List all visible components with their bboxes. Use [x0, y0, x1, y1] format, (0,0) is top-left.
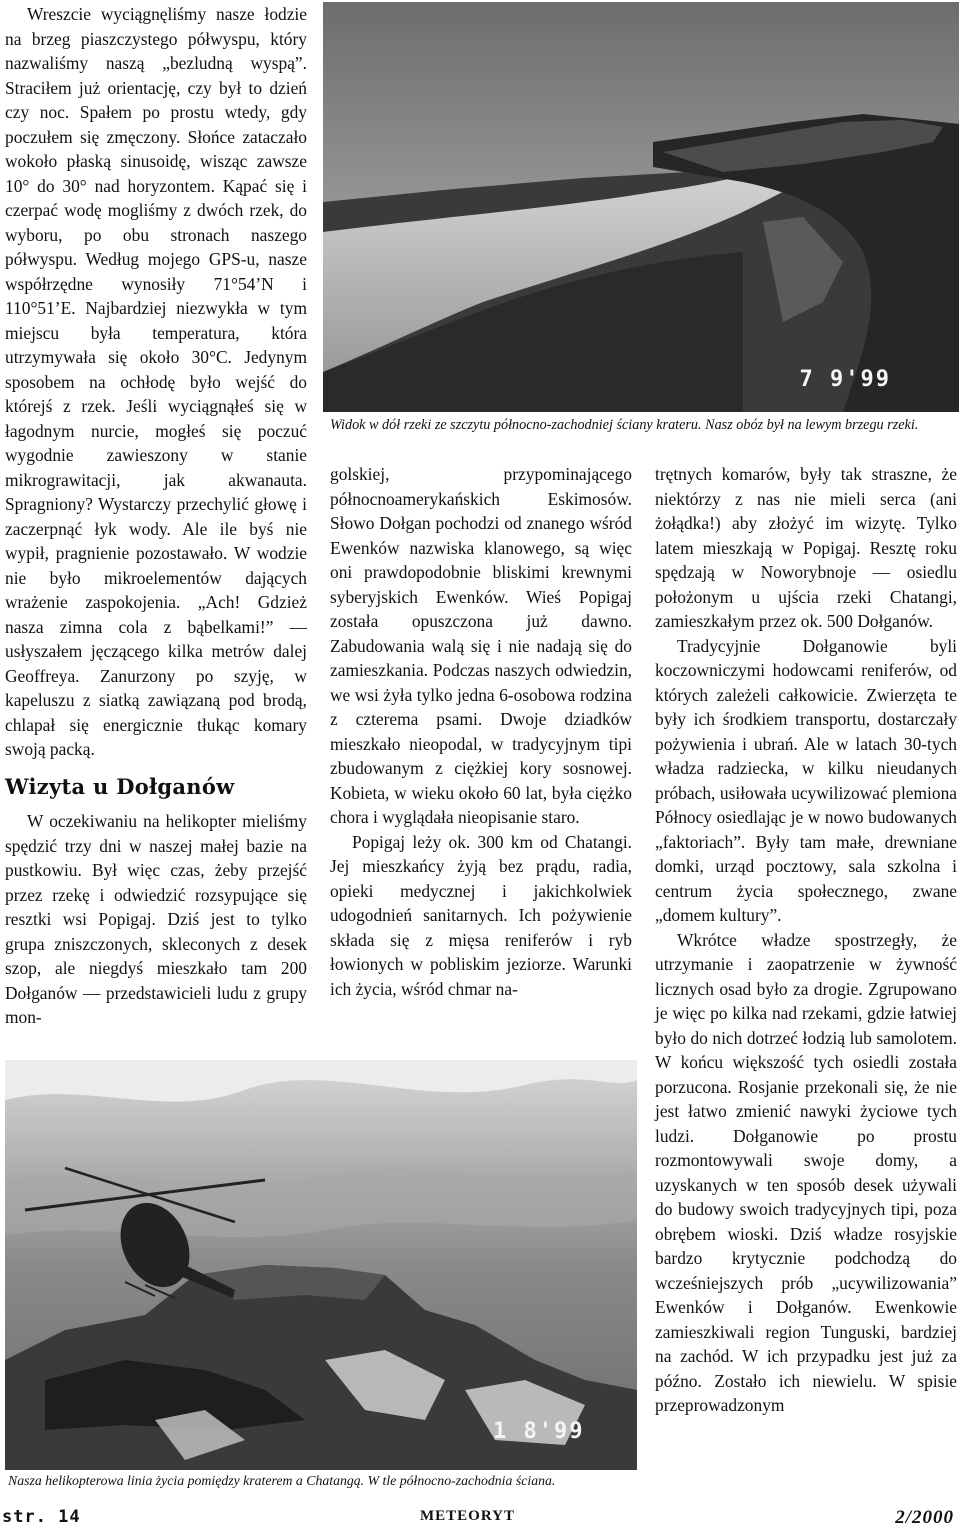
river-valley-photo: [323, 2, 959, 412]
helicopter-image: [5, 1060, 637, 1470]
col2-paragraph-1: golskiej, przypominającego północnoamerykańskich Eskimosów. Słowo Dołgan pochodzi od znanego wśród Ewenków nazwiska klanowego, są więc oni prawdopodobnie bliskimi krewnymi syberyjskich Ewenków. Wieś Popigaj została opuszczona już dawno. Zabudowania walą się i nie nadają się do zamieszkania. Podczas naszych odwiedzin, we wsi żyła tylko jedna 6-osobowa rodzina z czterema psami. Dwoje dziadków mieszkało nieopodal, w tradycyjnym tipi zbudowanym z ciężkiej kory sosnowej. Kobieta, w wieku około 60 lat, była ciężko chora i wyglądała nieopisanie staro.: [330, 464, 632, 827]
magazine-title: METEORYT: [420, 1508, 515, 1524]
helicopter-photo: [5, 1060, 637, 1470]
col3-paragraph-1: trętnych komarów, były tak straszne, że niektórzy z nas nie mieli serca (ani żołądka!) aby złożyć im wizytę. Tylko latem mieszkają w Popigaj. Resztę roku spędzają w Noworybnoje — osiedlu położonym u ujścia rzeki Chatangi, zamieszkałym przez ok. 500 Dołganów.: [655, 464, 957, 631]
col1-paragraph-2: W oczekiwaniu na helikopter mieliśmy spędzić trzy dni w naszej małej bazie na pustkowiu. Był więc czas, żeby przejść przez rzekę i odwiedzić rozsypujące się resztki wsi Popigaj. Dziś jest to tylko grupa zniszczonych, skleconych z desek szop, ale niegdyś mieszkało tam 200 Dołganów — przedstawicieli ludu z grupy mon-: [5, 811, 307, 1027]
page-number: str. 14: [2, 1507, 81, 1527]
col2-paragraph-2: Popigaj leży ok. 300 km od Chatangi. Jej mieszkańcy żyją bez prądu, radia, opieki medycznej i jakichkolwiek udogodnień sanitarnych. Ich pożywienie składa się z mięsa reniferów i ryb łowionych w pobliskim jeziorze. Warunki ich życia, wśród chmar na-: [330, 831, 632, 999]
photo-date-stamp: 7 9'99: [799, 367, 891, 392]
river-valley-image: [323, 2, 959, 412]
section-heading: Wizyta u Dołganów: [5, 773, 235, 799]
column-3: [655, 462, 957, 1418]
col3-paragraph-2: Tradycyjnie Dołganowie byli koczowniczymi hodowcami reniferów, od których zależeli całkowicie. Zwierzęta te były ich środkiem transportu, dostarczały pożywienia i ubrań. Ale w latach 30-tych władza radziecka, w kilku nieudanych próbach, usiłowała ucywilizować plemiona Północy osiedlając je w nowo budowanych „faktoriach”. Były tam małe, drewniane domki, urząd pocztowy, sala szkolna i centrum życia społecznego, zwane „domem kultury”.: [655, 635, 957, 925]
photo-date-stamp-bottom: 1 8'99: [493, 1419, 585, 1444]
issue-number: 2/2000: [895, 1507, 954, 1528]
column-2: [330, 462, 632, 1001]
col1-paragraph-1: Wreszcie wyciągnęliśmy nasze łodzie na brzeg piaszczystego półwyspu, który nazwaliśmy naszą „bezludną wyspą”. Straciłem już orientację, czy był to dzień czy noc. Spałem po prostu wtedy, gdy poczułem się zmęczony. Słońce zataczało wokoło płaską sinusoidę, wisząc zawsze 10° do 30° nad horyzontem. Kąpać się i czerpać wodę mogliśmy z dwóch rzek, do wyboru, po obu stronach naszego półwyspu. Według mojego GPS-u, nasze współrzędne wynosiły 71°54’N i 110°51’E. Najbardziej niezwykła w tym miejscu była temperatura, która utrzymywała się około 30°C. Jedynym sposobem na ochłodę było wejść do którejś z rzek. Jeśli wyciągnąłeś się w łagodnym nurcie, mogłeś się poczuć wygodnie zawieszony w stanie mikrograwitacji, jak akwanauta. Spragniony? Wystarczy przechylić głowę i zaczerpnąć łyk wody. Ale ile byś nie wypił, pragnienie pozostawało. W wodzie nie było mikroelementów dających wrażenie zaspokojenia. „Ach! Gdzież nasza zimna cola z bąbelkami!” — usłyszałem jęczącego kilka metrów dalej Geoffreya. Zanurzony po szyję, w kapeluszu z siatką zawiązaną pod brodą, chlapał się energicznie tłukąc komary swoją packą.: [5, 4, 307, 759]
col3-paragraph-3: Wkrótce władze spostrzegły, że utrzymanie i zaopatrzenie w żywność licznych osad było za drogie. Zgrupowano je więc po kilka nad rzekami, gdzie łatwiej było do nich dotrzeć łodzią lub samolotem. W końcu większość tych osiedli została porzucona. Rosjanie przekonali się, że nie jest łatwo zmienić nawyki życiowe tych ludzi. Dołganowie po prostu rozmontowywali swoje domy, a uzyskanych w ten sposób desek używali do budowy swoich tradycyjnych tipi, poza obrębem wioski. Dziś władze rosyjskie bardzo krytycznie podchodzą do wcześniejszych prób „ucywilizowania” Ewenków i Dołganów. Ewenkowie zamieszkiwali region Tunguski, bardziej na zachód. W ich przypadku jest już za późno. Zostało ich niewielu. W spisie przeprowadzonym: [655, 929, 957, 1415]
river-photo-caption: Widok w dół rzeki ze szczytu północno-zachodniej ściany krateru. Nasz obóz był na lewym brzegu rzeki.: [330, 417, 919, 433]
page-footer: [0, 1507, 960, 1528]
column-1: [5, 2, 307, 1030]
helicopter-photo-caption: Nasza helikopterowa linia życia pomiędzy kraterem a Chatangą. W tle północno-zachodnia ściana.: [8, 1473, 556, 1488]
